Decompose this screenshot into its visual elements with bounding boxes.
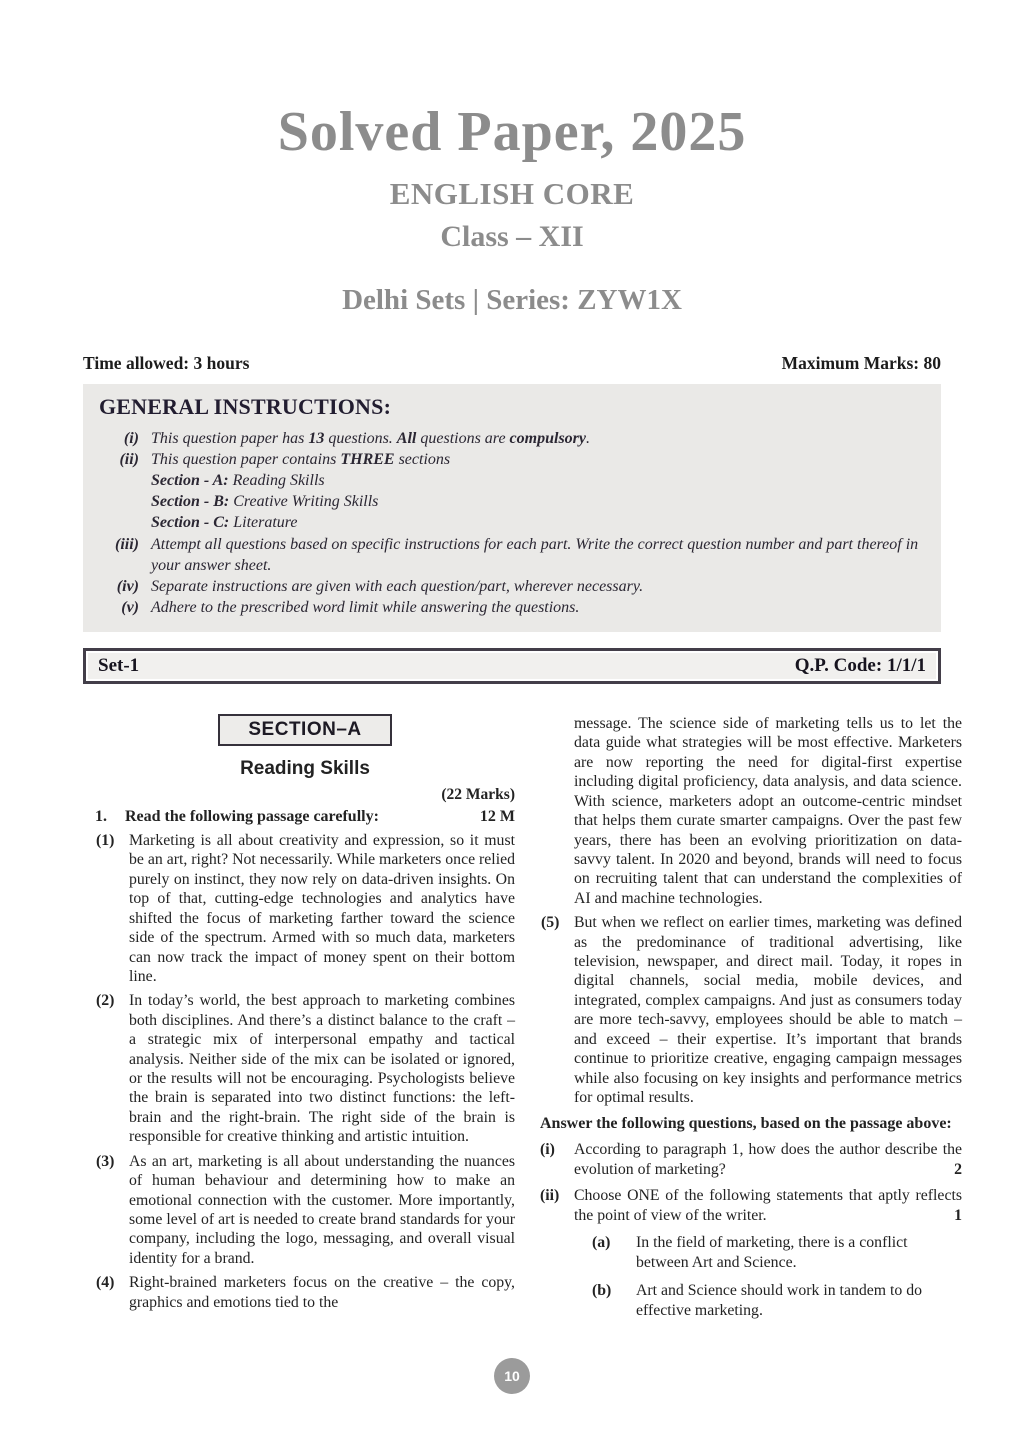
maximum-marks: Maximum Marks: 80: [781, 353, 941, 373]
page-number-badge: 10: [494, 1358, 530, 1394]
paragraph-text: As an art, marketing is all about understanding the nuances of human behaviour and determining how to make an emotional connection with the customer. More importantly, some level of art is needed to create brand standards for your company, including the logo, messaging, and overall visual identity for a brand.: [129, 1152, 515, 1267]
section-a-box: SECTION–A: [218, 714, 391, 746]
question-number: (ii): [540, 1186, 560, 1204]
instruction-number: (iii): [115, 535, 139, 553]
paper-subject: ENGLISH CORE: [389, 176, 635, 211]
instruction-number: (i): [123, 430, 139, 447]
option-label: (b): [592, 1281, 612, 1299]
section-a-marks: (22 Marks): [441, 785, 515, 803]
section-line-a: Section - A: Reading Skills: [151, 472, 325, 490]
left-column: [95, 714, 515, 1320]
instruction-text: Adhere to the prescribed word limit while answering the questions.: [151, 598, 580, 616]
set-label: Set-1: [98, 654, 140, 676]
paragraph-label: (5): [541, 914, 560, 932]
instruction-text: Separate instructions are given with each question/part, wherever necessary.: [151, 577, 644, 595]
meta-row: [83, 353, 941, 374]
option-b: [592, 1281, 962, 1320]
option-a: [592, 1233, 962, 1272]
answer-questions-intro: Answer the following questions, based on the passage above:: [540, 1115, 952, 1133]
question-1-text: Read the following passage carefully:: [125, 807, 379, 825]
instructions-list: [99, 428, 925, 618]
paper-title: Solved Paper, 2025: [277, 101, 747, 163]
set-qp-bar: [83, 648, 941, 684]
paragraph-text: But when we reflect on earlier times, marketing was defined as the predominance of traditional advertising, like television, newspaper, and direct mail. Today, it ropes in digital channels, social media, mobile devices, and integrated, complex campaigns. And just as consumers today are more tech-savvy, employees should be able to match – and exceed – their expertise. It’s important that brands continue to prioritize creative, engaging campaign messages while also focusing on key insights and performance metrics for optimal results.: [574, 914, 962, 1106]
question-1-marks: 12 M: [479, 807, 515, 825]
question-text: Choose ONE of the following statements that aptly reflects the point of view of the writer. 1: [574, 1186, 962, 1224]
paragraph-text: message. The science side of marketing tells us to let the data guide what strategies will be most effective. Marketers are now reporting the need for digital-first expertise including digital proficiency, data analysis, and data science. With science, marketers adopt an outcome-centric mindset that helps them curate smarter campaigns. Over the past few years, there has been an evolving prioritization on data-savvy talent. In 2020 and beyond, brands will need to focus on recruiting talent that can understand the complexities of AI and machine technologies.: [574, 714, 962, 907]
passage-paragraph-1: [95, 831, 515, 986]
paper-class: Class – XII: [440, 220, 584, 253]
instruction-text: This question paper contains THREE sections Section - A: Reading Skills Section - B: Creative Writing Skills Section - C: Literature: [151, 449, 925, 533]
qp-code: Q.P. Code: 1/1/1: [794, 654, 926, 676]
instruction-number: (v): [121, 598, 139, 616]
passage-paragraph-4: [95, 1273, 515, 1312]
paragraph-label: (1): [96, 831, 115, 849]
passage-paragraph-3: [95, 1152, 515, 1269]
paragraph-text: Right-brained marketers focus on the creative – the copy, graphics and emotions tied to the: [129, 1274, 515, 1311]
question-text: According to paragraph 1, how does the author describe the evolution of marketing? 2: [574, 1141, 962, 1179]
instruction-text: Attempt all questions based on specific instructions for each part. Write the correct question number and part thereof in your answer sheet.: [151, 535, 919, 574]
paragraph-text: Marketing is all about creativity and expression, so it must be an art, right? Not necessarily. While marketers once relied purely on instinct, they now rely on data-driven insights. On top of that, cutting-edge technologies and analytics have shifted the focus of marketing farther toward the science side of the spectrum. Armed with so much data, marketers can now track the impact of money spent on their bottom line.: [129, 831, 515, 985]
question-marks: 1: [954, 1206, 962, 1224]
instruction-item-v: [99, 597, 925, 618]
instruction-item-ii: [99, 449, 925, 533]
time-allowed: Time allowed: 3 hours: [83, 353, 250, 373]
instruction-item-i: [99, 428, 925, 449]
instruction-item-iv: [99, 576, 925, 597]
section-a-title: Reading Skills: [240, 757, 370, 779]
question-1-number: 1.: [95, 807, 107, 825]
passage-paragraph-4-continuation: [540, 714, 962, 908]
right-column: [540, 714, 962, 1320]
general-instructions-box: [83, 384, 941, 632]
paragraph-label: [540, 714, 574, 908]
title-block: [0, 0, 1024, 317]
question-ii: [540, 1186, 962, 1225]
instruction-item-iii: [99, 534, 925, 576]
paragraph-label: (3): [96, 1152, 115, 1170]
option-text: Art and Science should work in tandem to do effective marketing.: [636, 1281, 923, 1319]
instructions-heading: GENERAL INSTRUCTIONS:: [99, 394, 392, 419]
section-line-b: Section - B: Creative Writing Skills: [151, 493, 379, 511]
question-marks: 2: [954, 1161, 962, 1179]
instruction-number: (ii): [119, 451, 139, 469]
question-number: (i): [540, 1141, 555, 1159]
passage-paragraph-2: [95, 991, 515, 1146]
section-a-box-wrap: [95, 714, 515, 746]
paragraph-label: (2): [96, 992, 115, 1010]
instruction-text: This question paper has 13 questions. All questions are compulsory.: [151, 430, 590, 447]
question-i: [540, 1140, 962, 1179]
option-text: In the field of marketing, there is a conflict between Art and Science.: [636, 1234, 908, 1272]
paper-series: Delhi Sets | Series: ZYW1X: [342, 284, 682, 316]
content-columns: [95, 714, 962, 1320]
instruction-number: (iv): [116, 577, 139, 595]
paragraph-text: In today’s world, the best approach to marketing combines both disciplines. And there’s a distinct balance to the craft – a strategic mix of interpersonal empathy and tactical analysis. Neither side of the mix can be isolated or ignored, or the results will not be encouraging. Psychologists believe the brain is separated into two distinct functions: the left-brain and the right-brain. The right side of the brain is responsible for creative thinking and artistic intuition.: [129, 992, 515, 1146]
section-line-c: Section - C: Literature: [151, 514, 298, 532]
question-1-heading: [95, 808, 515, 826]
paragraph-label: (4): [96, 1274, 115, 1292]
option-label: (a): [592, 1234, 611, 1252]
passage-paragraph-5: [540, 913, 962, 1107]
